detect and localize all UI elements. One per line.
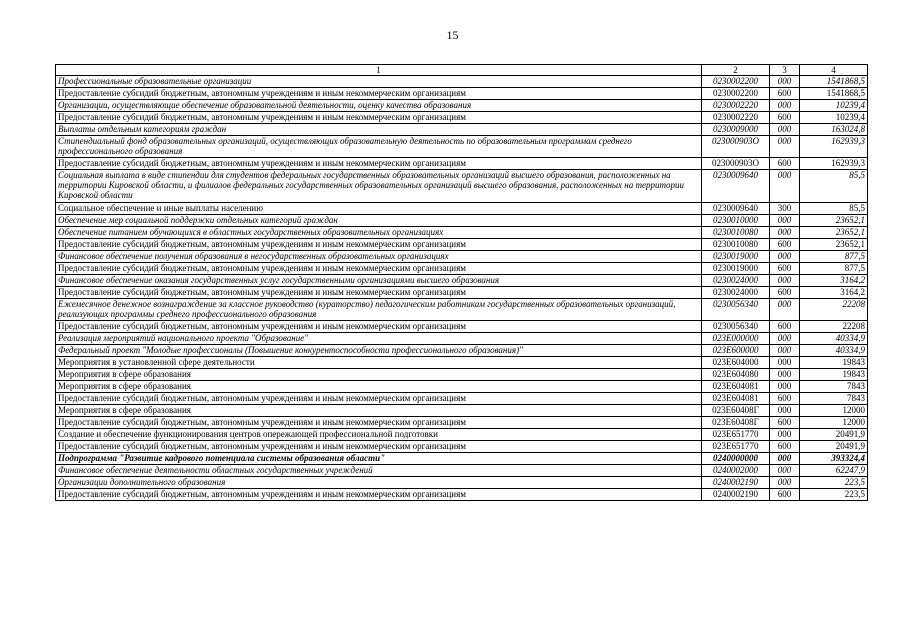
table-row [56,405,868,417]
row-amount: 40334,9 [800,333,868,345]
table-row [56,465,868,477]
row-name: Предоставление субсидий бюджетным, автономным учреждениям и иным некоммерческим организациям [56,158,702,170]
page-number: 15 [446,28,459,42]
row-code: 0230056340 [702,299,770,321]
row-code: 023Е60408Г [702,405,770,417]
table-row [56,333,868,345]
row-code: 0230019000 [702,251,770,263]
row-name: Предоставление субсидий бюджетным, автономным учреждениям и иным некоммерческим организациям [56,239,702,251]
table-row [56,263,868,275]
header-col-2: 2 [702,65,770,76]
row-code: 0240002000 [702,465,770,477]
row-code: 0240002190 [702,477,770,489]
row-name: Финансовое обеспечение оказания государственных услуг государственными организациями высшего образования [56,275,702,287]
row-expense-type: 000 [770,251,800,263]
row-amount: 7843 [800,381,868,393]
table-row [56,299,868,321]
row-expense-type: 000 [770,381,800,393]
row-amount: 877,5 [800,251,868,263]
row-code: 0230009640 [702,203,770,215]
row-amount: 20491,9 [800,441,868,453]
row-expense-type: 000 [770,465,800,477]
row-code: 0230024000 [702,275,770,287]
row-amount: 877,5 [800,263,868,275]
row-name: Финансовое обеспечение получения образования в негосударственных образовательных организациях [56,251,702,263]
row-amount: 3164,2 [800,275,868,287]
header-row [56,65,868,76]
table-row [56,429,868,441]
row-amount: 223,5 [800,477,868,489]
table-row [56,369,868,381]
row-amount: 223,5 [800,489,868,501]
row-expense-type: 000 [770,299,800,321]
table-row [56,321,868,333]
row-code: 023Е651770 [702,441,770,453]
row-expense-type: 000 [770,76,800,88]
row-name: Предоставление субсидий бюджетным, автономным учреждениям и иным некоммерческим организациям [56,489,702,501]
row-code: 023Е604081 [702,381,770,393]
row-name: Предоставление субсидий бюджетным, автономным учреждениям и иным некоммерческим организациям [56,112,702,124]
row-expense-type: 600 [770,489,800,501]
row-amount: 3164,2 [800,287,868,299]
table-row [56,381,868,393]
row-code: 023000903О [702,136,770,158]
table-row [56,88,868,100]
row-expense-type: 300 [770,203,800,215]
row-code: 0230009000 [702,124,770,136]
row-code: 0230002200 [702,76,770,88]
row-expense-type: 000 [770,227,800,239]
row-code: 0230024000 [702,287,770,299]
table-row [56,136,868,158]
row-name: Предоставление субсидий бюджетным, автономным учреждениям и иным некоммерческим организациям [56,417,702,429]
row-name: Создание и обеспечение функционирования центров опережающей профессиональной подготовки [56,429,702,441]
row-code: 0230010080 [702,239,770,251]
row-code: 0230010080 [702,227,770,239]
row-amount: 19843 [800,357,868,369]
row-name: Ежемесячное денежное вознаграждение за классное руководство (кураторство) педагогическим работникам государственных образовательных организаций, реализующих программы среднего профессионального образования [56,299,702,321]
row-expense-type: 000 [770,170,800,203]
row-expense-type: 600 [770,287,800,299]
table-row [56,287,868,299]
table-row [56,124,868,136]
row-amount: 10239,4 [800,100,868,112]
row-amount: 23652,1 [800,239,868,251]
row-name: Стипендиальный фонд образовательных организаций, осуществляющих образовательную деятельность по образовательным программам среднего профессионального образования [56,136,702,158]
row-name: Социальное обеспечение и иные выплаты населению [56,203,702,215]
row-name: Мероприятия в сфере образования [56,381,702,393]
row-expense-type: 000 [770,345,800,357]
row-expense-type: 600 [770,417,800,429]
row-expense-type: 000 [770,405,800,417]
row-code: 023Е604080 [702,369,770,381]
row-name: Мероприятия в сфере образования [56,405,702,417]
row-amount: 12000 [800,405,868,417]
table-row [56,215,868,227]
row-amount: 10239,4 [800,112,868,124]
table-row [56,275,868,287]
row-code: 0230019000 [702,263,770,275]
table-body [56,76,868,501]
table-row [56,441,868,453]
table-row [56,170,868,203]
row-code: 0230002200 [702,88,770,100]
row-expense-type: 600 [770,263,800,275]
row-name: Выплаты отдельным категориям граждан [56,124,702,136]
row-amount: 12000 [800,417,868,429]
row-amount: 62247,9 [800,465,868,477]
row-name: Обеспечение питанием обучающихся в областных государственных образовательных организациях [56,227,702,239]
table-row [56,453,868,465]
row-amount: 23652,1 [800,215,868,227]
row-code: 023000903О [702,158,770,170]
row-amount: 1541868,5 [800,76,868,88]
row-expense-type: 600 [770,441,800,453]
row-amount: 393324,4 [800,453,868,465]
row-amount: 163024,8 [800,124,868,136]
row-amount: 22208 [800,321,868,333]
table-row [56,239,868,251]
row-code: 0230056340 [702,321,770,333]
row-expense-type: 000 [770,136,800,158]
row-amount: 7843 [800,393,868,405]
row-expense-type: 000 [770,453,800,465]
row-name: Предоставление субсидий бюджетным, автономным учреждениям и иным некоммерческим организациям [56,321,702,333]
table-row [56,227,868,239]
row-expense-type: 600 [770,158,800,170]
row-name: Организации, осуществляющие обеспечение образовательной деятельности, оценку качества образования [56,100,702,112]
row-expense-type: 000 [770,275,800,287]
row-name: Финансовое обеспечение деятельности областных государственных учреждений [56,465,702,477]
row-amount: 23652,1 [800,227,868,239]
row-name: Федеральный проект "Молодые профессионалы (Повышение конкурентоспособности профессионального образования)" [56,345,702,357]
row-name: Предоставление субсидий бюджетным, автономным учреждениям и иным некоммерческим организациям [56,263,702,275]
table-row [56,76,868,88]
header-col-3: 3 [770,65,800,76]
row-amount: 40334,9 [800,345,868,357]
table-row [56,417,868,429]
table-row [56,489,868,501]
row-name: Предоставление субсидий бюджетным, автономным учреждениям и иным некоммерческим организациям [56,393,702,405]
row-name: Профессиональные образовательные организации [56,76,702,88]
row-expense-type: 600 [770,321,800,333]
row-amount: 19843 [800,369,868,381]
row-code: 023Е604081 [702,393,770,405]
budget-table [55,64,868,501]
row-amount: 20491,9 [800,429,868,441]
row-amount: 22208 [800,299,868,321]
row-amount: 85,5 [800,203,868,215]
row-expense-type: 000 [770,333,800,345]
row-amount: 1541868,5 [800,88,868,100]
row-name: Подпрограмма "Развитие кадрового потенциала системы образования области" [56,453,702,465]
row-name: Предоставление субсидий бюджетным, автономным учреждениям и иным некоммерческим организациям [56,441,702,453]
row-amount: 85,5 [800,170,868,203]
table-row [56,100,868,112]
row-expense-type: 600 [770,239,800,251]
table-row [56,251,868,263]
row-code: 0230009640 [702,170,770,203]
row-code: 023Е651770 [702,429,770,441]
row-expense-type: 000 [770,124,800,136]
row-amount: 162939,3 [800,136,868,158]
row-name: Предоставление субсидий бюджетным, автономным учреждениям и иным некоммерческим организациям [56,88,702,100]
row-code: 0230010000 [702,215,770,227]
table-row [56,477,868,489]
row-name: Предоставление субсидий бюджетным, автономным учреждениям и иным некоммерческим организациям [56,287,702,299]
table-row [56,203,868,215]
row-code: 0230002220 [702,100,770,112]
row-expense-type: 000 [770,100,800,112]
header-col-4: 4 [800,65,868,76]
row-name: Реализация мероприятий национального проекта "Образование" [56,333,702,345]
row-expense-type: 600 [770,112,800,124]
row-expense-type: 000 [770,215,800,227]
header-col-1: 1 [56,65,702,76]
table-row [56,112,868,124]
row-expense-type: 600 [770,88,800,100]
row-code: 023Е000000 [702,333,770,345]
table-row [56,158,868,170]
row-expense-type: 000 [770,477,800,489]
row-expense-type: 000 [770,429,800,441]
row-expense-type: 000 [770,369,800,381]
row-name: Социальная выплата в виде стипендии для студентов федеральных государственных образовательных организаций высшего образования, расположенных на территории Кировской области, и филиалов федеральных государственных образовательных организаций высшего образования, расположенных на территории Кировской области [56,170,702,203]
row-code: 0240002190 [702,489,770,501]
table-row [56,345,868,357]
row-code: 023Е604000 [702,357,770,369]
row-expense-type: 600 [770,393,800,405]
row-name: Организации дополнительного образования [56,477,702,489]
row-name: Мероприятия в сфере образования [56,369,702,381]
row-name: Обеспечение мер социальной поддержки отдельных категорий граждан [56,215,702,227]
table-row [56,357,868,369]
table-row [56,393,868,405]
row-name: Мероприятия в установленной сфере деятельности [56,357,702,369]
row-amount: 162939,3 [800,158,868,170]
row-code: 023Е60408Г [702,417,770,429]
row-code: 0240000000 [702,453,770,465]
row-code: 0230002220 [702,112,770,124]
row-expense-type: 000 [770,357,800,369]
row-code: 023Е600000 [702,345,770,357]
